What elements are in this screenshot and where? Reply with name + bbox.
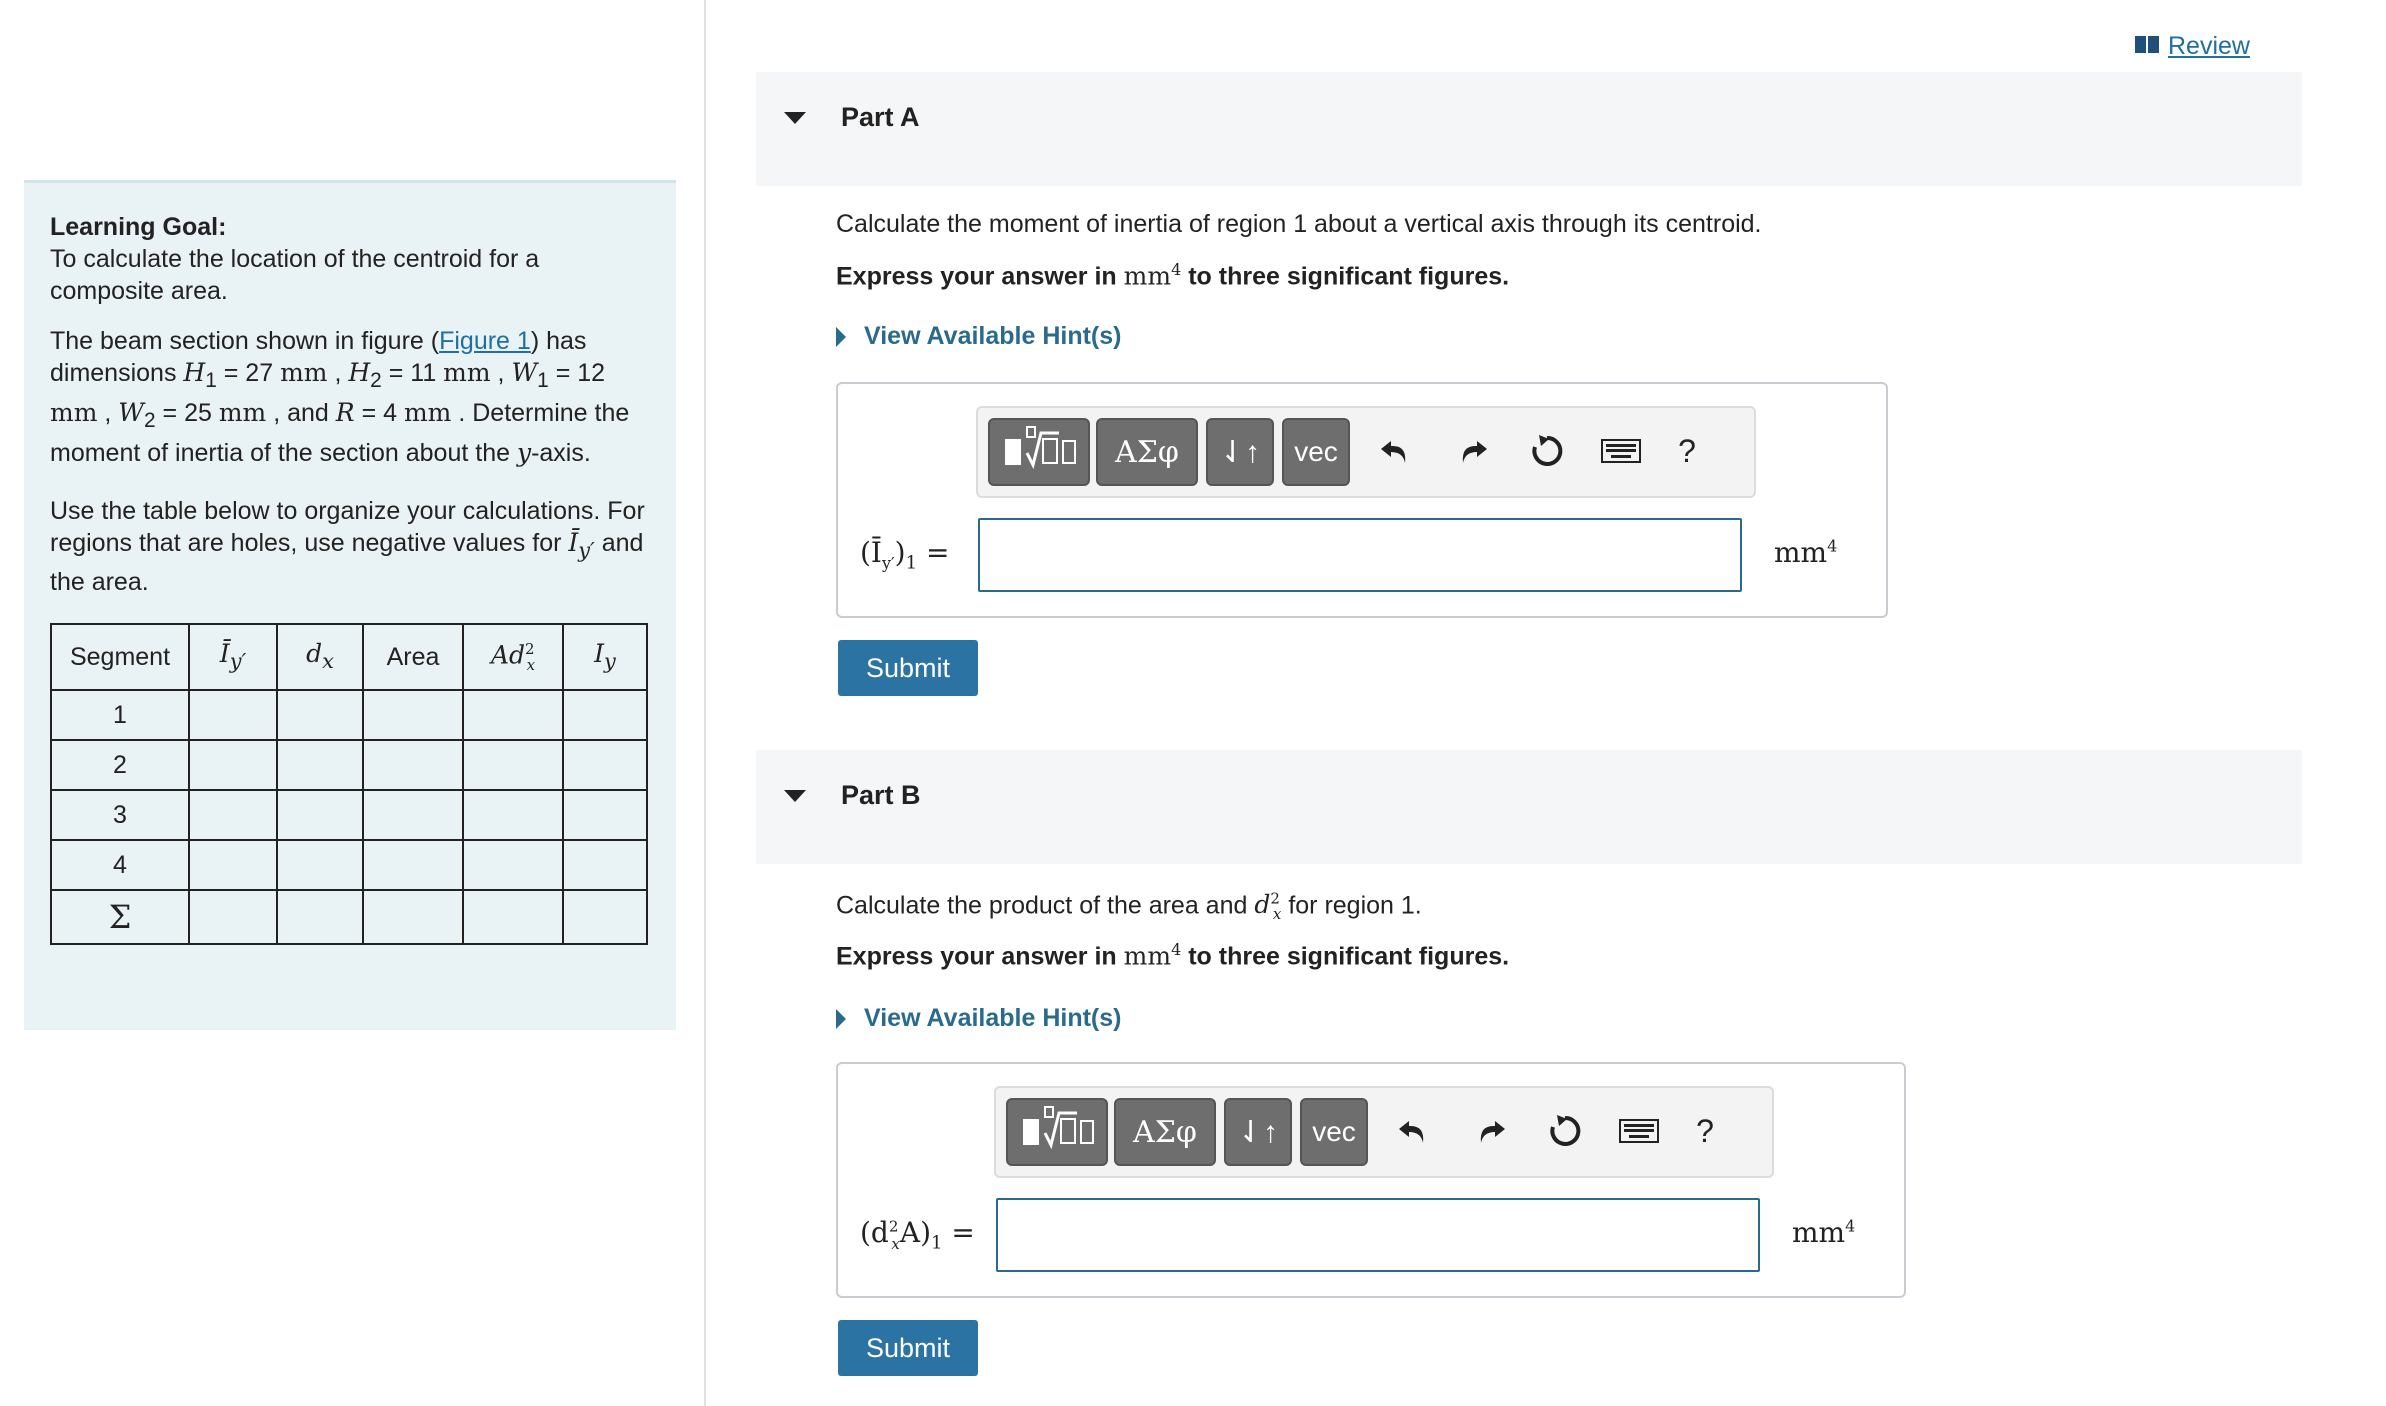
reset-icon[interactable] [1522, 426, 1572, 476]
vec-button[interactable]: vec [1282, 418, 1350, 486]
templates-icon [999, 423, 1079, 481]
part-a-unit: $mm^4$ [1774, 536, 1838, 569]
vec-button[interactable]: vec [1300, 1098, 1368, 1166]
dim-r: R = 4 mm . [335, 398, 466, 427]
part-a-header[interactable] [756, 72, 2302, 186]
part-b-submit-button[interactable]: Submit [838, 1320, 978, 1376]
templates-icon [1017, 1103, 1097, 1161]
problem-statement: The beam section shown in figure (Figure 1) has dimensions $H_1 = 27$ mm , $H_2 = 11$ mm , $W_1 = 12$ mm , $W_2 = 25$ mm , and R = 4 mm . Determine the moment of inertia of the section about the y-axis. [50, 327, 630, 467]
math-toolbar [976, 406, 1756, 498]
panel-divider [704, 0, 706, 1406]
reset-icon[interactable] [1540, 1106, 1590, 1156]
part-a-answer-box [836, 382, 1888, 618]
header-adx2: $Ad^2_x$ [463, 624, 563, 690]
part-a-title: Part A [841, 102, 920, 132]
part-a-input-label: $(Ī_{y'})_1$ = [860, 536, 950, 574]
keyboard-icon[interactable] [1614, 1106, 1664, 1156]
part-b-unit: $mm^4$ [1792, 1216, 1856, 1249]
header-area: Area [363, 624, 463, 690]
collapse-triangle-icon[interactable] [784, 790, 806, 802]
table-row: 1 [51, 690, 647, 740]
templates-button[interactable] [1006, 1098, 1108, 1166]
part-a-hint-link[interactable]: View Available Hint(s) [836, 322, 1121, 351]
undo-icon[interactable] [1370, 426, 1420, 476]
redo-icon[interactable] [1466, 1106, 1516, 1156]
part-a-submit-button[interactable]: Submit [838, 640, 978, 696]
calculation-table [50, 623, 648, 945]
dim-w1: $W_1 = 12$ mm , [50, 358, 606, 427]
header-segment: Segment [51, 624, 189, 690]
part-a-answer-input[interactable] [978, 518, 1742, 592]
help-button[interactable]: ? [1678, 432, 1696, 469]
table-instructions: Use the table below to organize your calculations. For regions that are holes, use negative values for $Ī_{y'}$ and the area. [50, 497, 645, 596]
table-row: 4 [51, 840, 647, 890]
arrows-button[interactable]: ⇃↑ [1206, 418, 1274, 486]
part-b-title: Part B [841, 780, 921, 810]
table-header-row [51, 624, 647, 690]
table-row-sum: Σ [51, 890, 647, 944]
part-b-hint-link[interactable]: View Available Hint(s) [836, 1004, 1121, 1033]
dim-h2: $H_2 = 11$ mm , [348, 358, 505, 392]
expand-triangle-icon [836, 327, 846, 347]
part-b-prompt: Calculate the product of the area and $d^2_x$ for region 1. [836, 890, 1422, 924]
keyboard-icon[interactable] [1596, 426, 1646, 476]
help-button[interactable]: ? [1696, 1112, 1714, 1149]
dim-w2: $W_2 = 25$ mm , and [118, 398, 329, 432]
part-a-prompt: Calculate the moment of inertia of region 1 about a vertical axis through its centroid. [836, 210, 1762, 238]
table-row: 3 [51, 790, 647, 840]
greek-button[interactable]: ΑΣφ [1096, 418, 1198, 486]
expand-triangle-icon [836, 1009, 846, 1029]
table-row: 2 [51, 740, 647, 790]
header-iy: $I_y$ [563, 624, 647, 690]
math-toolbar [994, 1086, 1774, 1178]
learning-goal-title: Learning Goal: [50, 213, 227, 241]
header-dx: $d_x$ [277, 624, 363, 690]
redo-icon[interactable] [1448, 426, 1498, 476]
review-link[interactable]: Review [2134, 32, 2250, 61]
part-b-instructions: Express your answer in $mm^4$ to three significant figures. [836, 940, 1510, 971]
header-iy-bar: $Ī_{y'}$ [189, 624, 277, 690]
undo-icon[interactable] [1388, 1106, 1438, 1156]
part-b-answer-box [836, 1062, 1906, 1298]
figure-link[interactable]: Figure 1 [439, 327, 531, 355]
arrows-button[interactable]: ⇃↑ [1224, 1098, 1292, 1166]
part-b-input-label: $(d^2_xA)_1$ = [860, 1216, 975, 1254]
collapse-triangle-icon[interactable] [784, 112, 806, 124]
greek-button[interactable]: ΑΣφ [1114, 1098, 1216, 1166]
templates-button[interactable] [988, 418, 1090, 486]
part-b-header[interactable] [756, 750, 2302, 864]
learning-goal-text: To calculate the location of the centroid for a composite area. [50, 245, 540, 305]
book-icon [2134, 32, 2160, 61]
learning-goal-panel [24, 180, 676, 1030]
part-a-instructions: Express your answer in $mm^4$ to three significant figures. [836, 260, 1510, 291]
dim-h1: $H_1 = 27$ mm , [183, 358, 342, 392]
part-b-answer-input[interactable] [996, 1198, 1760, 1272]
